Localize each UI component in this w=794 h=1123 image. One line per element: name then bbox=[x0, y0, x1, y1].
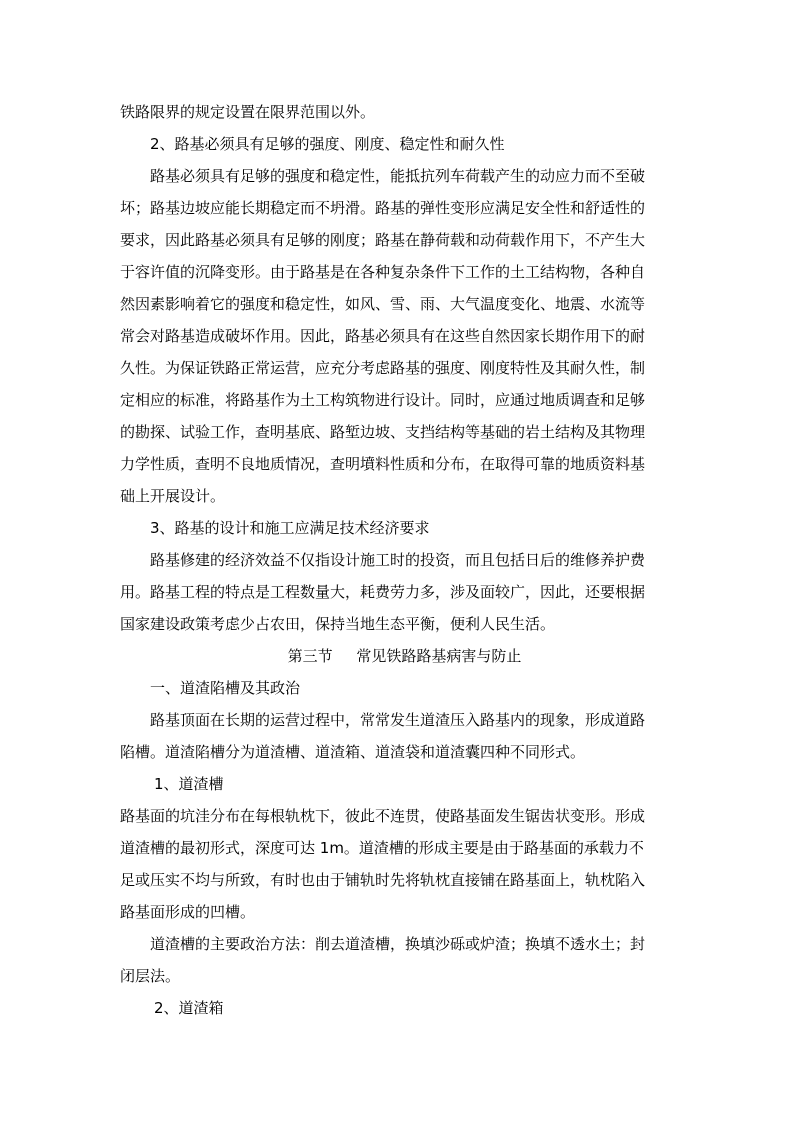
chapter-section-title: 第三节 常见铁路路基病害与防止 bbox=[287, 647, 522, 665]
paragraph-line: 路基面的坑洼分布在每根轨枕下，彼此不连贯，使路基面发生锯齿状变形。形成 bbox=[120, 807, 646, 825]
paragraph-line: 然因素影响着它的强度和稳定性，如风、雪、雨、大气温度变化、地震、水流等 bbox=[120, 295, 646, 313]
paragraph-line: 路基必须具有足够的强度和稳定性，能抵抗列车荷载产生的动应力而不至破 bbox=[150, 167, 646, 185]
document-body bbox=[120, 96, 675, 1024]
paragraph-line: 陷槽。道渣陷槽分为道渣槽、道渣箱、道渣袋和道渣囊四种不同形式。 bbox=[120, 743, 586, 761]
paragraph-line: 道渣槽的最初形式，深度可达 1m。道渣槽的形成主要是由于路基面的承载力不 bbox=[120, 839, 644, 857]
paragraph-line: 路基顶面在长期的运营过程中，常常发生道渣压入路基内的现象，形成道路 bbox=[150, 711, 646, 729]
section-heading: 2、路基必须具有足够的强度、刚度、稳定性和耐久性 bbox=[150, 135, 505, 153]
paragraph-line: 道渣槽的主要政治方法：削去道渣槽，换填沙砾或炉渣；换填不透水土；封 bbox=[150, 935, 646, 953]
section-heading: 3、路基的设计和施工应满足技术经济要求 bbox=[150, 519, 430, 537]
paragraph-line: 要求，因此路基必须具有足够的刚度；路基在静荷载和动荷载作用下，不产生大 bbox=[120, 231, 646, 249]
paragraph-line: 坏；路基边坡应能长期稳定而不坍滑。路基的弹性变形应满足安全性和舒适性的 bbox=[120, 199, 646, 217]
paragraph-line: 的勘探、试验工作，查明基底、路堑边坡、支挡结构等基础的岩土结构及其物理 bbox=[120, 423, 646, 441]
paragraph-line: 础上开展设计。 bbox=[120, 487, 226, 505]
item-heading: 2、道渣箱 bbox=[154, 999, 224, 1017]
paragraph-line: 铁路限界的规定设置在限界范围以外。 bbox=[120, 103, 376, 121]
paragraph-line: 路基修建的经济效益不仅指设计施工时的投资，而且包括日后的维修养护费 bbox=[150, 551, 646, 569]
paragraph-line: 国家建设政策考虑少占农田，保持当地生态平衡，便利人民生活。 bbox=[120, 615, 556, 633]
paragraph-line: 路基面形成的凹槽。 bbox=[120, 903, 256, 921]
paragraph-line: 力学性质，查明不良地质情况，查明墳料性质和分布，在取得可靠的地质资料基 bbox=[120, 455, 646, 473]
paragraph-line: 闭层法。 bbox=[120, 967, 181, 985]
paragraph-line: 足或压实不均与所致，有时也由于铺轨时先将轨枕直接铺在路基面上，轨枕陷入 bbox=[120, 871, 646, 889]
paragraph-line: 定相应的标准，将路基作为土工构筑物进行设计。同时，应通过地质调查和足够 bbox=[120, 391, 646, 409]
item-heading: 1、道渣槽 bbox=[154, 775, 224, 793]
paragraph-line: 常会对路基造成破坏作用。因此，路基必须具有在这些自然因家长期作用下的耐 bbox=[120, 327, 646, 345]
subsection-heading: 一、道渣陷槽及其政治 bbox=[150, 679, 301, 697]
paragraph-line: 久性。为保证铁路正常运营，应充分考虑路基的强度、刚度特性及其耐久性，制 bbox=[120, 359, 646, 377]
paragraph-line: 用。路基工程的特点是工程数量大，耗费劳力多，涉及面较广，因此，还要根据 bbox=[120, 583, 646, 601]
paragraph-line: 于容许值的沉降变形。由于路基是在各种复杂条件下工作的土工结构物，各种自 bbox=[120, 263, 646, 281]
